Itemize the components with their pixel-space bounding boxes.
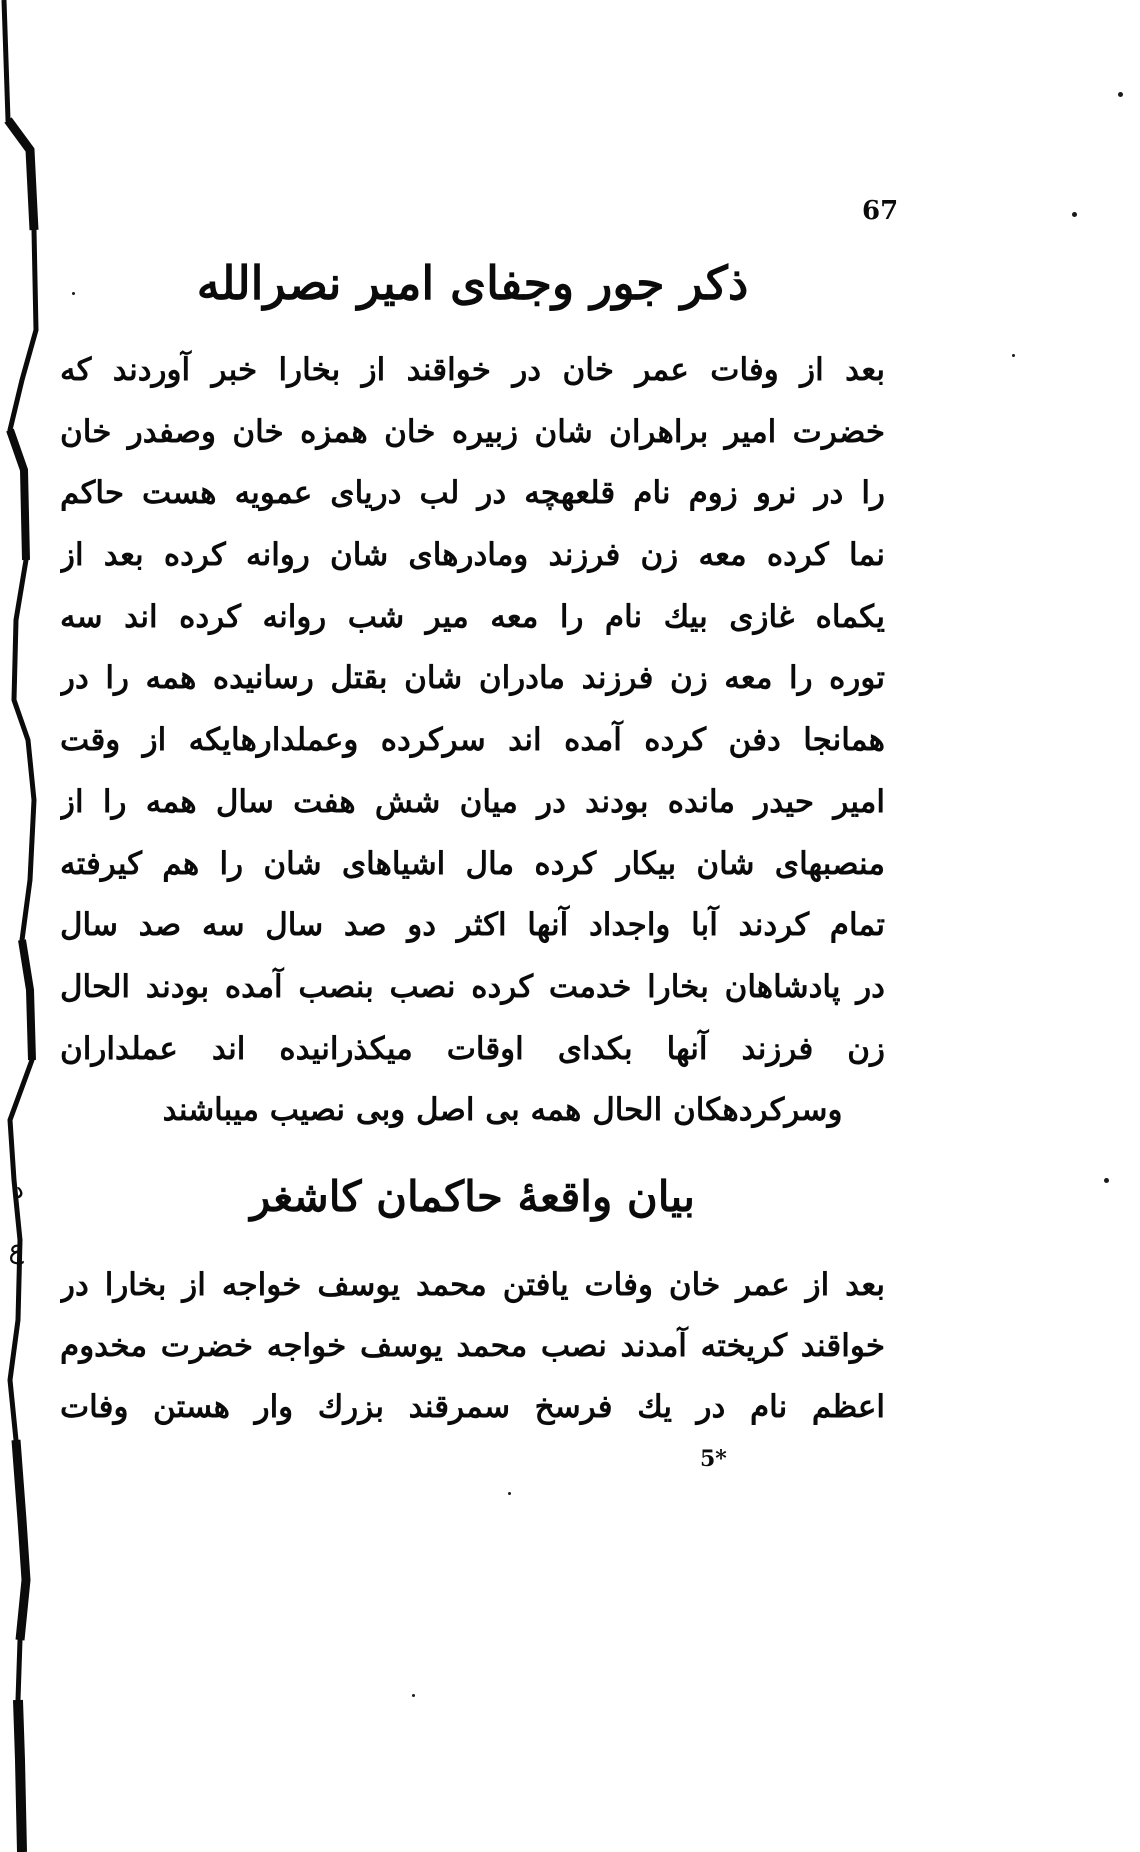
section-heading: بیان واقعهٔ حاکمان کاشغر [250,1172,695,1221]
text-line: نما کرده معه زن فرزند ومادرهای شان روانه کرده بعد از [60,537,885,574]
text-line: اعظم نام در یك فرسخ سمرقند بزرك وار هستن وفات [60,1389,885,1425]
text-line: منصبهای شان بیکار کرده مال اشیاهای شان را هم کیرفته [60,845,885,882]
scan-speck [1072,212,1077,217]
scan-speck [72,292,75,295]
page-number: 67 [862,196,899,226]
paragraph-2 [60,1255,885,1438]
margin-mark: ع [8,1235,24,1265]
scan-speck [1118,92,1123,97]
text-line: بعد از وفات عمر خان در خواقند از بخارا خبر آوردند که [60,352,885,388]
binding-edge [0,0,60,1852]
scan-speck [508,1492,511,1495]
text-line: تمام کردند آبا واجداد آنها اکثر دو صد سال سه صد سال [60,907,885,944]
signature-mark: 5* [700,1446,727,1472]
text-line: زن فرزند آنها بکدای اوقات میکذرانیده اند عملداران [60,1030,885,1067]
text-line: خضرت امیر براهران شان زبیره خان همزه خان وصفدر خان [60,413,885,450]
chapter-heading: ذکر جور وجفای امیر نصرالله [196,256,749,310]
text-line: وسرکردهکان الحال همه بی اصل وبی نصیب میباشند [162,1092,843,1129]
text-line: امیر حیدر مانده بودند در میان شش هفت سال همه را از [60,783,885,820]
text-line: در پادشاهان بخارا خدمت کرده نصب بنصب آمده بودند الحال [60,968,885,1005]
text-line: را در نرو زوم نام قلعهچه در لب دریای عمویه هست حاکم [60,475,885,512]
text-line: یکماه غازی بیك نام را معه میر شب روانه کرده اند سه [60,598,885,635]
paragraph-1 [60,340,885,1142]
text-line: توره را معه زن فرزند مادران شان بقتل رسانیده همه را در [60,660,885,697]
margin-mark: د [12,1175,24,1205]
margin-marks [0,1160,24,1280]
scan-speck [1012,354,1015,357]
scan-speck [1104,1178,1109,1183]
scan-speck [412,1694,415,1697]
text-line: همانجا دفن کرده آمده اند سرکرده وعملدارهایکه از وقت [60,722,885,759]
text-line: خواقند کریخته آمدند نصب محمد یوسف خواجه خضرت مخدوم [60,1328,885,1364]
text-line: بعد از عمر خان وفات یافتن محمد یوسف خواجه از بخارا در [60,1267,885,1303]
